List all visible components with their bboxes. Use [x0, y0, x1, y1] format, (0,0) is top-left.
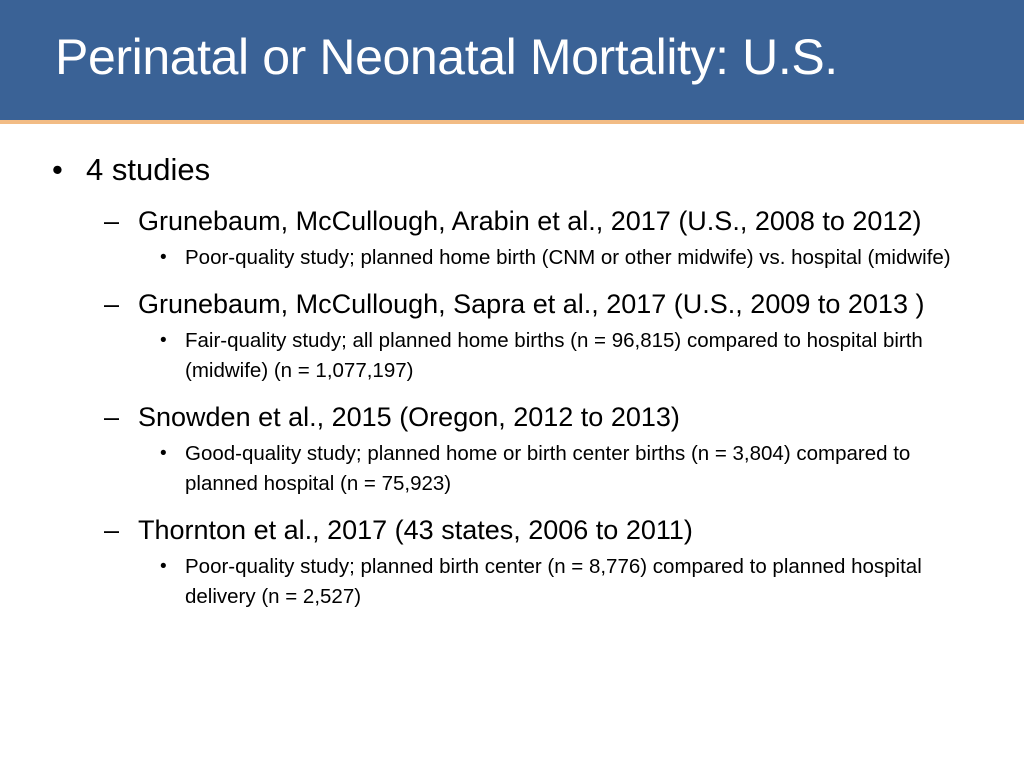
study-detail-4-1: [160, 552, 980, 612]
study-detail-3-1: [160, 439, 980, 499]
study-detail-label: Good-quality study; planned home or birth center births (n = 3,804) compared to planned hospital (n = 75,923): [185, 442, 911, 495]
slide-body: [0, 150, 1024, 680]
study-heading-label: Snowden et al., 2015 (Oregon, 2012 to 2013): [138, 402, 680, 432]
dash-marker-icon: –: [104, 515, 120, 545]
study-heading-label: Grunebaum, McCullough, Arabin et al., 2017 (U.S., 2008 to 2012): [138, 206, 922, 236]
study-detail-label: Poor-quality study; planned birth center (n = 8,776) compared to planned hospital delivery (n = 2,527): [185, 555, 922, 608]
list-item-lead: [52, 150, 1024, 190]
bullet-marker-icon: •: [160, 330, 167, 351]
study-detail-2-1: [160, 326, 980, 386]
bullet-marker-icon: •: [160, 556, 167, 577]
title-accent-line: [0, 120, 1024, 124]
dash-marker-icon: –: [104, 206, 120, 236]
study-heading-2: [104, 286, 1024, 323]
bullet-marker-icon: •: [160, 247, 167, 268]
bullet-marker-icon: •: [160, 443, 167, 464]
bullet-marker-icon: •: [52, 152, 63, 187]
study-heading-label: Thornton et al., 2017 (43 states, 2006 to 2011): [138, 515, 693, 545]
study-detail-label: Fair-quality study; all planned home births (n = 96,815) compared to hospital birth (midwife) (n = 1,077,197): [185, 329, 923, 382]
dash-marker-icon: –: [104, 402, 120, 432]
list-item-label: 4 studies: [86, 152, 211, 187]
page-title: Perinatal or Neonatal Mortality: U.S.: [55, 29, 838, 85]
study-heading-label: Grunebaum, McCullough, Sapra et al., 2017 (U.S., 2009 to 2013 ): [138, 289, 925, 319]
dash-marker-icon: –: [104, 289, 120, 319]
study-heading-4: [104, 512, 1024, 549]
study-detail-1-1: [160, 243, 980, 273]
slide-footer: [0, 688, 1024, 768]
study-detail-label: Poor-quality study; planned home birth (CNM or other midwife) vs. hospital (midwife): [185, 246, 951, 269]
study-heading-1: [104, 203, 1024, 240]
study-heading-3: [104, 399, 1024, 436]
